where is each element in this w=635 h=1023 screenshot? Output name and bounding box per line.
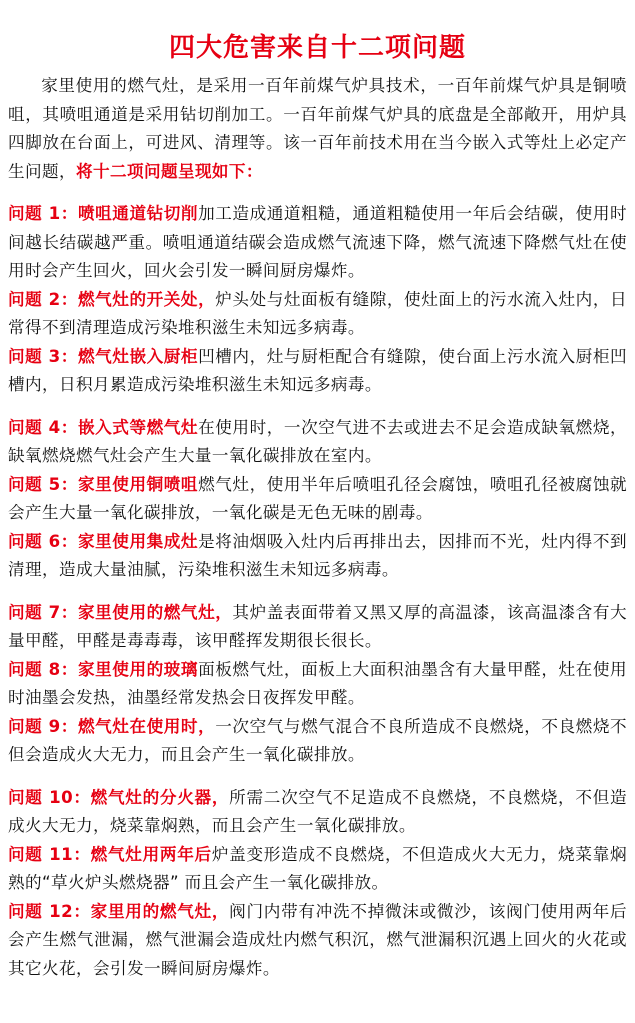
problem-10	[8, 784, 627, 841]
problem-11	[8, 841, 627, 898]
problem-6	[8, 528, 627, 585]
problem-3	[8, 343, 627, 400]
problem-highlight: 家里使用的燃气灶，	[77, 602, 233, 622]
problem-highlight: 燃气灶嵌入厨柜	[77, 346, 199, 366]
intro-text: 家里使用的燃气灶，是采用一百年前煤气炉具技术，一百年前煤气炉具是铜喷咀，其喷咀通道是采用钻切削加工。一百年前煤气炉具的底盘是全部敞开，用炉具四脚放在台面上，可进风、清理等。该一百年前技术用在当今嵌入式等灶上必定产生问题，	[8, 76, 627, 181]
problem-4	[8, 414, 627, 471]
problem-label: 问题 8：	[8, 659, 78, 679]
problem-label: 问题 6：	[8, 531, 78, 551]
problem-highlight: 燃气灶的开关处，	[77, 289, 216, 309]
problem-label: 问题 3：	[8, 346, 78, 366]
problem-2	[8, 286, 627, 343]
problem-highlight: 家里使用的玻璃	[77, 659, 199, 679]
problem-text: 燃气灶，使用半年后喷咀孔径会腐蚀，喷咀孔径被腐蚀就会产生大量一氧化碳排放，一氧化碳是无色无味的剧毒。	[8, 474, 627, 522]
section-gap	[8, 400, 627, 414]
problem-1	[8, 200, 627, 286]
problem-label: 问题 7：	[8, 602, 78, 622]
problem-highlight: 燃气灶用两年后	[90, 844, 212, 864]
problem-highlight: 嵌入式等燃气灶	[77, 417, 199, 437]
problem-highlight: 家里用的燃气灶，	[90, 901, 230, 921]
problem-text: 面板燃气灶，面板上大面积油墨含有大量甲醛，灶在使用时油墨会发热，油墨经常发热会日夜挥发甲醛。	[8, 659, 627, 707]
problem-label: 问题 10：	[8, 787, 91, 807]
problem-label: 问题 11：	[8, 844, 91, 864]
intro-paragraph	[8, 72, 627, 186]
problem-label: 问题 12：	[8, 901, 91, 921]
problem-7	[8, 599, 627, 656]
problem-highlight: 燃气灶的分火器，	[90, 787, 230, 807]
problem-9	[8, 713, 627, 770]
intro-highlight: 将十二项问题呈现如下：	[75, 161, 263, 181]
problem-highlight: 燃气灶在使用时，	[77, 716, 216, 736]
problem-label: 问题 2：	[8, 289, 78, 309]
problem-label: 问题 5：	[8, 474, 78, 494]
problem-5	[8, 471, 627, 528]
problem-text: 加工造成通道粗糙，通道粗糙使用一年后会结碳，使用时间越长结碳越严重。喷咀通道结碳会造成燃气流速下降，燃气流速下降燃气灶在使用时会产生回火，回火会引发一瞬间厨房爆炸。	[8, 204, 627, 280]
problem-highlight: 家里使用集成灶	[77, 531, 199, 551]
problem-text: 是将油烟吸入灶内后再排出去，因排而不光，灶内得不到清理，造成大量油腻，污染堆积滋生未知远多病毒。	[8, 531, 627, 579]
problem-label: 问题 1：	[8, 204, 78, 223]
problem-8	[8, 656, 627, 713]
section-gap	[8, 186, 627, 200]
problem-text: 所需二次空气不足造成不良燃烧，不良燃烧，不但造成火大无力，烧菜靠焖熟，而且会产生一氧化碳排放。	[8, 787, 627, 835]
problem-text: 一次空气与燃气混合不良所造成不良燃烧，不良燃烧不但会造成火大无力，而且会产生一氧化碳排放。	[8, 716, 627, 764]
problem-text: 在使用时，一次空气进不去或进去不足会造成缺氧燃烧，缺氧燃烧燃气灶会产生大量一氧化碳排放在室内。	[8, 417, 627, 465]
problem-text: 凹槽内，灶与厨柜配合有缝隙，使台面上污水流入厨柜凹槽内，日积月累造成污染堆积滋生未知远多病毒。	[8, 346, 627, 394]
problem-label: 问题 9：	[8, 716, 78, 736]
section-gap	[8, 585, 627, 599]
problem-text: 阀门内带有冲洗不掉微沫或微沙，该阀门使用两年后会产生燃气泄漏，燃气泄漏会造成灶内燃气积沉，燃气泄漏积沉遇上回火的火花或其它火花，会引发一瞬间厨房爆炸。	[8, 901, 627, 978]
problem-label: 问题 4：	[8, 417, 78, 437]
problem-text: 炉盖变形造成不良燃烧，不但造成火大无力，烧菜靠焖熟的“草火炉头燃烧器” 而且会产生一氧化碳排放。	[8, 844, 627, 892]
problem-highlight: 喷咀通道钻切削	[77, 204, 199, 223]
section-gap	[8, 770, 627, 784]
problem-12	[8, 898, 627, 984]
problem-highlight: 家里使用铜喷咀	[77, 474, 199, 494]
problem-text: 其炉盖表面带着又黑又厚的高温漆，该高温漆含有大量甲醛，甲醛是毒毒毒，该甲醛挥发期很长很长。	[8, 602, 627, 650]
problem-text: 炉头处与灶面板有缝隙，使灶面上的污水流入灶内，日常得不到清理造成污染堆积滋生未知远多病毒。	[8, 289, 627, 337]
page-title: 四大危害来自十二项问题	[168, 33, 466, 63]
